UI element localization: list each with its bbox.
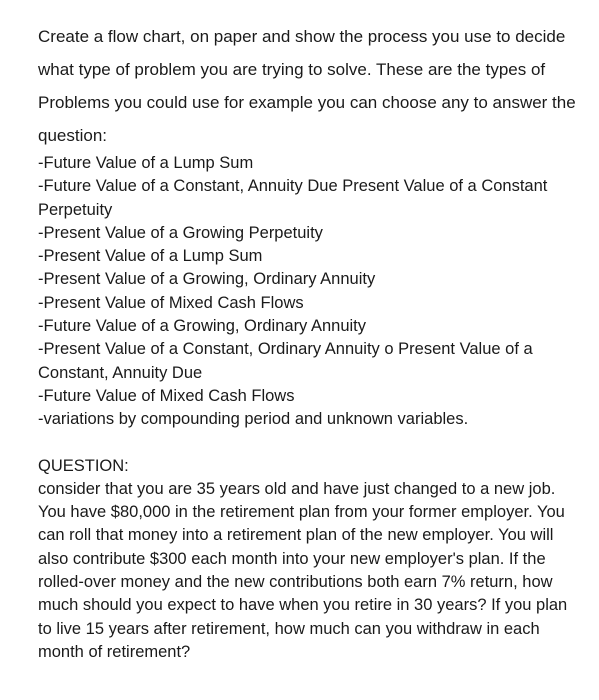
problem-type-item: -Present Value of a Constant, Ordinary Annuity o Present Value of a Constant, Annuity Due — [38, 340, 533, 382]
problem-type-item: -Future Value of a Constant, Annuity Due Present Value of a Constant Perpetuity — [38, 177, 548, 219]
document-content — [38, 10, 583, 664]
problem-type-item: -Present Value of Mixed Cash Flows — [38, 293, 304, 312]
problem-type-item: -Present Value of a Growing, Ordinary Annuity — [38, 270, 376, 289]
problem-type-item: -variations by compounding period and unknown variables. — [38, 410, 469, 429]
problem-type-item: -Future Value of a Lump Sum — [38, 154, 254, 172]
question-body: consider that you are 35 years old and have just changed to a new job. You have $80,000 in the retirement plan from your former employer. You can roll that money into a retirement plan of the new employer. You will also contribute $300 each month into your new employer's plan. If the rolled-over money and the new contributions both earn 7% return, how much should you expect to have when you retire in 30 years? If you plan to live 15 years after retirement, how much can you withdraw in each month of retirement? — [38, 479, 568, 661]
problem-type-item: -Future Value of a Growing, Ordinary Annuity — [38, 317, 367, 336]
problem-type-item: -Future Value of Mixed Cash Flows — [38, 386, 295, 405]
question-heading: QUESTION: — [38, 456, 129, 475]
problem-type-item: -Present Value of a Growing Perpetuity — [38, 223, 323, 242]
intro-paragraph: Create a flow chart, on paper and show the process you use to decide what type of problem you are trying to solve. These are the types of Problems you could use for example you can choose any to answer the question: — [38, 27, 576, 145]
problem-types-list — [38, 152, 583, 432]
problem-type-item: -Present Value of a Lump Sum — [38, 247, 263, 266]
